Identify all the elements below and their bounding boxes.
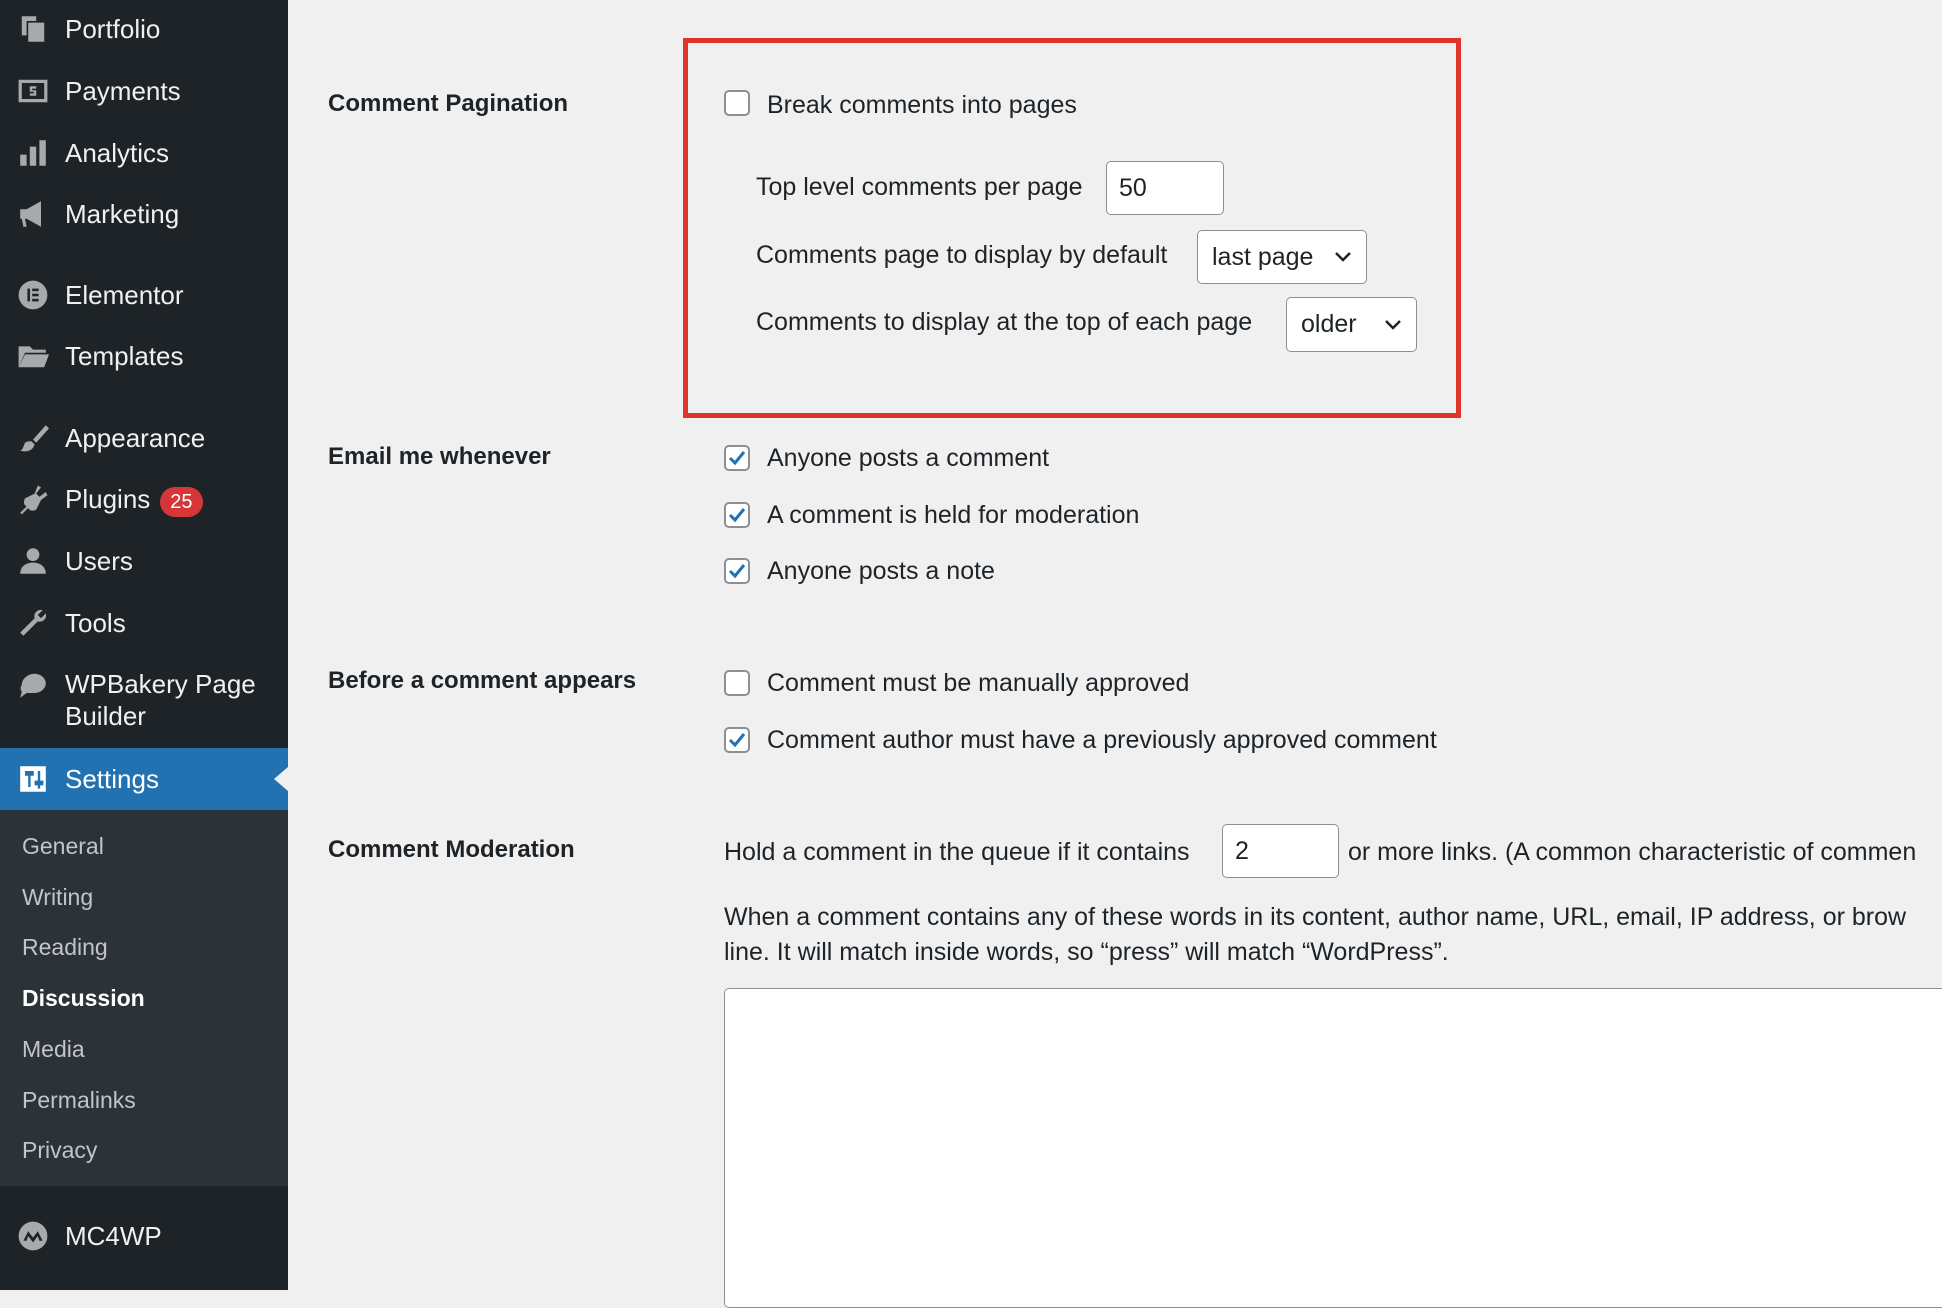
- wrench-icon: [16, 606, 50, 640]
- sidebar-item-portfolio[interactable]: [0, 12, 288, 46]
- sidebar-item-label: Analytics: [65, 138, 170, 168]
- hold-queue-suffix: or more links. (A common characteristic of commen: [1348, 838, 1917, 866]
- top-comments-select[interactable]: [1286, 297, 1417, 352]
- top-comments-value: older: [1301, 310, 1357, 338]
- max-links-input[interactable]: 2: [1222, 824, 1339, 878]
- moderation-description-line1: When a comment contains any of these words in its content, author name, URL, email, IP address, or brow: [724, 903, 1907, 931]
- before-comment-label: Before a comment appears: [328, 667, 637, 694]
- sidebar-item-label: Tools: [65, 608, 126, 638]
- elementor-icon: [16, 278, 50, 312]
- analytics-icon: [16, 136, 50, 170]
- sidebar-item-tools[interactable]: [0, 606, 288, 640]
- user-icon: [16, 544, 50, 578]
- break-comments-checkbox[interactable]: [724, 90, 750, 116]
- checkmark-icon: [726, 447, 748, 469]
- submenu-item-reading[interactable]: Reading: [22, 934, 108, 960]
- manual-approval-checkbox[interactable]: [724, 670, 750, 696]
- sidebar-item-mc4wp[interactable]: [0, 1219, 288, 1253]
- comments-per-page-input[interactable]: 50: [1106, 161, 1224, 215]
- per-page-label: Top level comments per page: [756, 173, 1083, 201]
- checkmark-icon: [726, 560, 748, 582]
- settings-submenu: [0, 810, 288, 1186]
- previously-approved-checkbox[interactable]: [724, 727, 750, 753]
- moderation-keys-textarea[interactable]: [724, 988, 1942, 1308]
- chevron-down-icon: [1334, 249, 1352, 265]
- sidebar-item-label: Appearance: [65, 423, 206, 453]
- brush-icon: [16, 421, 50, 455]
- plugin-icon: [16, 483, 50, 517]
- mc4wp-icon: [16, 1219, 50, 1253]
- sidebar-item-label: Payments: [65, 76, 181, 106]
- break-comments-label: Break comments into pages: [767, 91, 1077, 119]
- email-me-label: Email me whenever: [328, 443, 551, 470]
- previously-approved-label: Comment author must have a previously approved comment: [767, 726, 1437, 754]
- submenu-item-writing[interactable]: Writing: [22, 884, 94, 910]
- default-page-label: Comments page to display by default: [756, 241, 1168, 269]
- sidebar-item-label: MC4WP: [65, 1221, 162, 1251]
- submenu-item-general[interactable]: General: [22, 833, 104, 859]
- sidebar-item-label: Elementor: [65, 280, 184, 310]
- comment-pagination-label: Comment Pagination: [328, 90, 569, 117]
- checkmark-icon: [726, 504, 748, 526]
- sidebar-item-appearance[interactable]: [0, 421, 288, 455]
- hold-queue-prefix: Hold a comment in the queue if it contains: [724, 838, 1190, 866]
- notify-new-comment-checkbox[interactable]: [724, 445, 750, 471]
- manual-approval-label: Comment must be manually approved: [767, 669, 1190, 697]
- settings-icon: [16, 762, 50, 796]
- sidebar-item-label: Portfolio: [65, 14, 161, 44]
- default-page-value: last page: [1212, 242, 1314, 271]
- folder-icon: [16, 339, 50, 373]
- sidebar-item-label: WPBakery Page Builder: [65, 669, 256, 731]
- sidebar-item-marketing[interactable]: [0, 197, 288, 231]
- sidebar-item-wpbakery[interactable]: [0, 668, 288, 734]
- sidebar-item-label: Marketing: [65, 199, 180, 229]
- comment-moderation-label: Comment Moderation: [328, 836, 575, 863]
- sidebar-item-templates[interactable]: [0, 339, 288, 373]
- submenu-item-media[interactable]: Media: [22, 1036, 85, 1062]
- notify-note-checkbox[interactable]: [724, 558, 750, 584]
- portfolio-icon: [16, 12, 50, 46]
- moderation-description-line2: line. It will match inside words, so “press” will match “WordPress”.: [724, 938, 1449, 966]
- payments-icon: [16, 74, 50, 108]
- sidebar-item-users[interactable]: [0, 544, 288, 578]
- notify-moderation-checkbox[interactable]: [724, 502, 750, 528]
- wpbakery-icon: [16, 668, 50, 702]
- sidebar-item-label: Plugins 25: [65, 483, 203, 516]
- sidebar-item-payments[interactable]: [0, 74, 288, 108]
- submenu-item-permalinks[interactable]: Permalinks: [22, 1087, 136, 1113]
- top-comments-label: Comments to display at the top of each page: [756, 308, 1253, 336]
- sidebar-item-plugins[interactable]: [0, 483, 288, 517]
- sidebar-item-label: Settings: [65, 764, 159, 794]
- default-page-select[interactable]: [1197, 230, 1367, 284]
- notify-moderation-label: A comment is held for moderation: [767, 501, 1140, 529]
- sidebar-item-analytics[interactable]: [0, 136, 288, 170]
- notify-new-comment-label: Anyone posts a comment: [767, 444, 1050, 472]
- sidebar-item-settings[interactable]: [0, 748, 288, 810]
- admin-sidebar: [0, 0, 288, 1290]
- submenu-item-discussion[interactable]: Discussion: [22, 985, 145, 1011]
- megaphone-icon: [16, 197, 50, 231]
- submenu-item-privacy[interactable]: Privacy: [22, 1137, 98, 1163]
- sidebar-item-elementor[interactable]: [0, 278, 288, 312]
- checkmark-icon: [726, 729, 748, 751]
- sidebar-item-label: Templates: [65, 341, 184, 371]
- plugins-update-badge: 25: [160, 487, 202, 517]
- chevron-down-icon: [1384, 317, 1402, 333]
- sidebar-item-label: Users: [65, 546, 133, 576]
- notify-note-label: Anyone posts a note: [767, 557, 995, 585]
